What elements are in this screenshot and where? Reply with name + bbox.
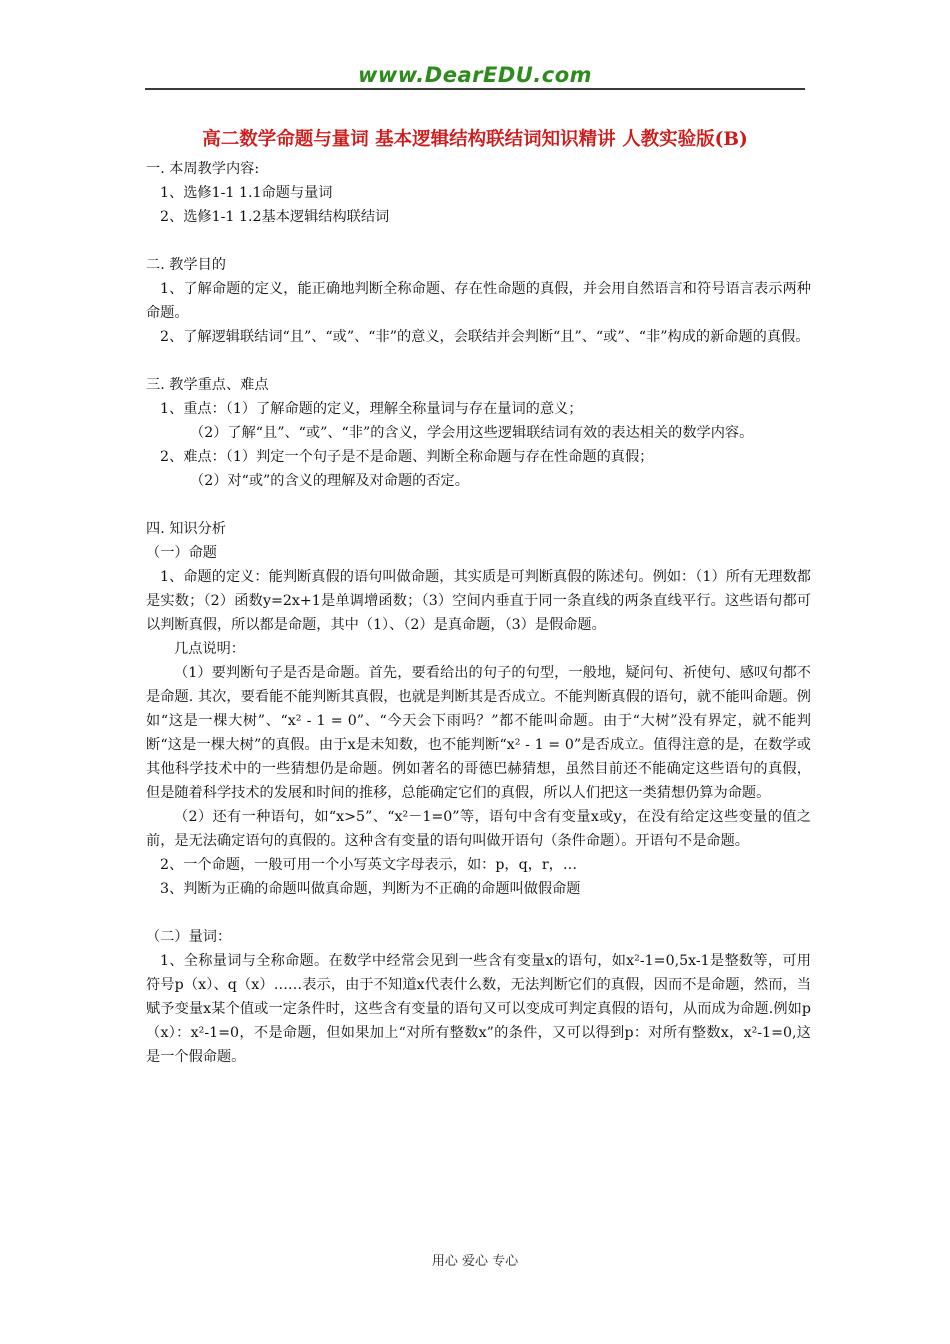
paragraph: 3、判断为正确的命题叫做真命题，判断为不正确的命题叫做假命题 <box>160 881 581 897</box>
blank-line <box>146 229 811 253</box>
blank-line <box>146 493 811 517</box>
paragraph: 1、重点：（1）了解命题的定义，理解全称量词与存在量词的意义； <box>160 401 583 417</box>
paragraph: 二. 教学目的 <box>146 257 226 273</box>
document-body <box>146 157 811 1069</box>
paragraph: 四. 知识分析 <box>146 521 226 537</box>
paragraph: （2）了解“且”、“或”、“非”的含义，学会用这些逻辑联结词有效的表达相关的数学内容。 <box>190 425 754 441</box>
site-banner <box>145 60 805 96</box>
paragraph: 1、了解命题的定义，能正确地判断全称命题、存在性命题的真假，并会用自然语言和符号语言表示两种命题。 <box>146 281 811 321</box>
paragraph: （1）要判断句子是否是命题。首先，要看给出的句子的句型，一般地，疑问句、祈使句、感叹句都不是命题. 其次，要看能不能判断其真假，也就是判断其是否成立。不能判断真假的语句，就不能叫命题。例如“这是一棵大树”、“x² - 1 = 0”、“今天会下雨吗？”都不能叫命题。由于“大树”没有界定，就不能判断“这是一棵大树”的真假。由于x是未知数，也不能判断“x² - 1 = 0”是否成立。值得注意的是，在数学或其他科学技术中的一些猜想仍是命题。例如著名的哥德巴赫猜想，虽然目前还不能确定这些语句的真假，但是随着科学技术的发展和时间的推移，总能确定它们的真假，所以人们把这一类猜想仍算为命题。 <box>146 665 811 801</box>
paragraph: （2）还有一种语句，如“x>5”、“x²－1=0”等，语句中含有变量x或y，在没有给定这些变量的值之前，是无法确定语句的真假的。这种含有变量的语句叫做开语句（条件命题）。开语句不是命题。 <box>146 809 811 849</box>
paragraph: 2、一个命题，一般可用一个小写英文字母表示，如：p，q，r，… <box>160 857 578 873</box>
paragraph: （一）命题 <box>146 545 217 561</box>
paragraph: 一. 本周教学内容: <box>146 161 260 177</box>
blank-line <box>146 901 811 925</box>
paragraph: 几点说明： <box>174 641 245 657</box>
site-logo-text: www.DearEDU.com <box>357 63 593 87</box>
document-title: 高二数学命题与量词 基本逻辑结构联结词知识精讲 人教实验版(B) <box>202 129 748 150</box>
paragraph: （2）对“或”的含义的理解及对命题的否定。 <box>190 473 469 489</box>
banner-divider <box>145 88 805 90</box>
paragraph: （二）量词： <box>146 929 232 945</box>
paragraph: 1、命题的定义：能判断真假的语句叫做命题，其实质是可判断真假的陈述句。例如：（1）所有无理数都是实数；（2）函数y=2x+1是单调增函数；（3）空间内垂直于同一条直线的两条直线平行。这些语句都可以判断真假，所以都是命题，其中（1）、（2）是真命题，（3）是假命题。 <box>146 569 811 633</box>
paragraph: 1、全称量词与全称命题。在数学中经常会见到一些含有变量x的语句，如x²-1=0,5x-1是整数等，可用符号p（x）、q（x）……表示，由于不知道x代表什么数，无法判断它们的真假，因而不是命题，然而，当赋予变量x某个值或一定条件时，这些含有变量的语句又可以变成可判定真假的语句，从而成为命题.例如p（x）：x²-1=0，不是命题，但如果加上“对所有整数x”的条件，又可以得到p：对所有整数x，x²-1=0,这是一个假命题。 <box>146 953 811 1065</box>
paragraph: 三. 教学重点、难点 <box>146 377 269 393</box>
page-footer: 用心 爱心 专心 <box>431 1254 519 1269</box>
paragraph: 1、选修1-1 1.1命题与量词 <box>160 185 333 201</box>
blank-line <box>146 349 811 373</box>
paragraph: 2、难点：（1）判定一个句子是不是命题、判断全称命题与存在性命题的真假； <box>160 449 654 465</box>
paragraph: 2、了解逻辑联结词“且”、“或”、“非”的意义，会联结并会判断“且”、“或”、“非”构成的新命题的真假。 <box>160 329 810 345</box>
paragraph: 2、选修1-1 1.2基本逻辑结构联结词 <box>160 209 390 225</box>
